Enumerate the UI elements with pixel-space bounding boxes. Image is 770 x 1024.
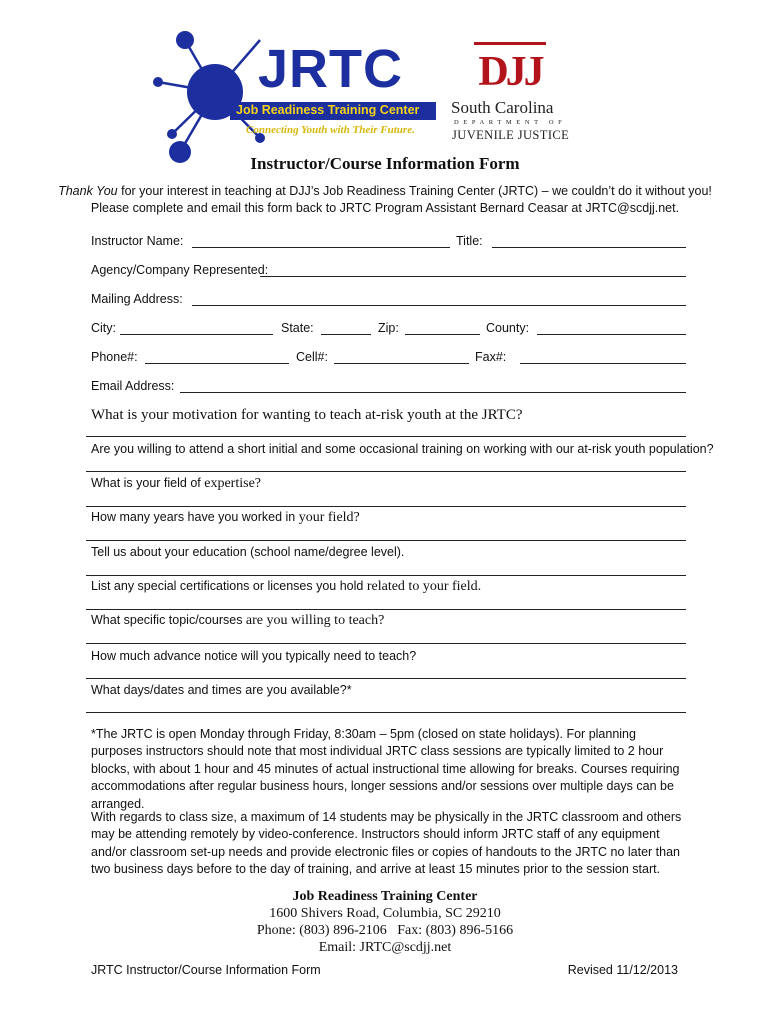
city-field[interactable] [120, 334, 273, 335]
question-certifications [91, 579, 481, 595]
intro-line-1 [0, 184, 770, 198]
county-field[interactable] [537, 334, 686, 335]
state-label: State: [281, 321, 314, 335]
djj-letters: DJJ [474, 42, 546, 99]
jrtc-letters: JRTC [258, 39, 404, 99]
notice-answer-line[interactable] [86, 678, 686, 679]
contact-name: Job Readiness Training Center [292, 889, 478, 904]
zip-field[interactable] [405, 334, 480, 335]
cell-label: Cell#: [296, 350, 328, 364]
fax-field[interactable] [520, 363, 686, 364]
footer-revised-date: Revised 11/12/2013 [567, 963, 678, 977]
question-topics [91, 613, 384, 629]
question-topics-end: are you willing to teach? [245, 613, 385, 628]
cell-field[interactable] [334, 363, 469, 364]
instructor-name-label: Instructor Name: [91, 234, 184, 248]
djj-state: South Carolina [451, 98, 554, 117]
county-label: County: [486, 321, 530, 335]
title-field[interactable] [492, 247, 686, 248]
jrtc-name: Job Readiness Training Center [236, 103, 420, 117]
question-expertise-text: What is your field of [91, 476, 205, 490]
certifications-answer-line[interactable] [86, 609, 686, 610]
question-notice: How much advance notice will you typically need to teach? [91, 649, 417, 663]
djj-name: JUVENILE JUSTICE [452, 128, 570, 142]
question-years-end: your field? [298, 510, 360, 525]
agency-field[interactable] [260, 276, 686, 277]
instructor-name-field[interactable] [192, 247, 450, 248]
contact-address: 1600 Shivers Road, Columbia, SC 29210 [269, 906, 501, 921]
question-availability: What days/dates and times are you available?* [91, 683, 352, 697]
availability-answer-line[interactable] [86, 712, 686, 713]
intro-emphasis: Thank You [58, 184, 118, 198]
contact-email: Email: JRTC@scdjj.net [318, 940, 452, 955]
fax-label: Fax#: [475, 350, 507, 364]
schedule-note: *The JRTC is open Monday through Friday, 8:30am – 5pm (closed on state holidays). For planning purposes instructors should note that most individual JRTC class sessions are typically limited to 2 hour blocks, with about 1 hour and 45 minutes of actual instructional time allowing for breaks. Courses requiring accommodations after regular business hours, longer sessions and/or sessions over multiple days can be arranged. [91, 727, 680, 811]
education-answer-line[interactable] [86, 575, 686, 576]
djj-logo [448, 42, 578, 142]
jrtc-tagline: Connecting Youth with Their Future. [246, 124, 415, 136]
intro-line-2: Please complete and email this form back to JRTC Program Assistant Bernard Ceasar at JRTC@scdjj.net. [90, 201, 680, 215]
mailing-label: Mailing Address: [91, 292, 183, 306]
city-label: City: [91, 321, 116, 335]
jrtc-logo [140, 22, 440, 167]
zip-label: Zip: [378, 321, 399, 335]
intro-line-1-text: for your interest in teaching at DJJ’s Job Readiness Training Center (JRTC) – we couldn’t do it without you! [117, 184, 712, 198]
page-title: Instructor/Course Information Form [250, 154, 520, 173]
question-certifications-text: List any special certifications or licenses you hold [91, 579, 367, 593]
expertise-answer-line[interactable] [86, 506, 686, 507]
question-topics-text: What specific topic/courses [91, 613, 246, 627]
question-expertise-end: expertise? [204, 476, 261, 491]
topics-answer-line[interactable] [86, 643, 686, 644]
title-label: Title: [456, 234, 483, 248]
question-expertise [91, 476, 261, 492]
phone-label: Phone#: [91, 350, 138, 364]
state-field[interactable] [321, 334, 371, 335]
djj-dept: DEPARTMENT OF [454, 119, 567, 126]
contact-phone-fax: Phone: (803) 896-2106 Fax: (803) 896-5166 [256, 923, 514, 938]
motivation-answer-line[interactable] [86, 436, 686, 437]
years-answer-line[interactable] [86, 540, 686, 541]
question-certifications-end: related to your field. [366, 579, 482, 594]
class-size-note: With regards to class size, a maximum of 14 students may be physically in the JRTC classroom and others may be attending remotely by video-conference. Instructors should inform JRTC staff of any equipment and/or classroom set-up needs and provide electronic files or copies of handouts to the JRTC no later than two business days before to the day of training, and arrive at least 15 minutes prior to the session start. [91, 810, 682, 877]
phone-field[interactable] [145, 363, 289, 364]
mailing-field[interactable] [192, 305, 686, 306]
motivation-question: What is your motivation for wanting to teach at-risk youth at the JRTC? [91, 407, 523, 423]
footer-form-name: JRTC Instructor/Course Information Form [91, 963, 321, 977]
question-education: Tell us about your education (school name/degree level). [91, 545, 405, 559]
email-label: Email Address: [91, 379, 175, 393]
question-training: Are you willing to attend a short initial and some occasional training on working with our at-risk youth population? [91, 442, 714, 456]
agency-label: Agency/Company Represented: [91, 263, 269, 277]
question-years-text: How many years have you worked in [91, 510, 299, 524]
email-field[interactable] [180, 392, 686, 393]
training-answer-line[interactable] [86, 471, 686, 472]
question-years [91, 510, 360, 526]
